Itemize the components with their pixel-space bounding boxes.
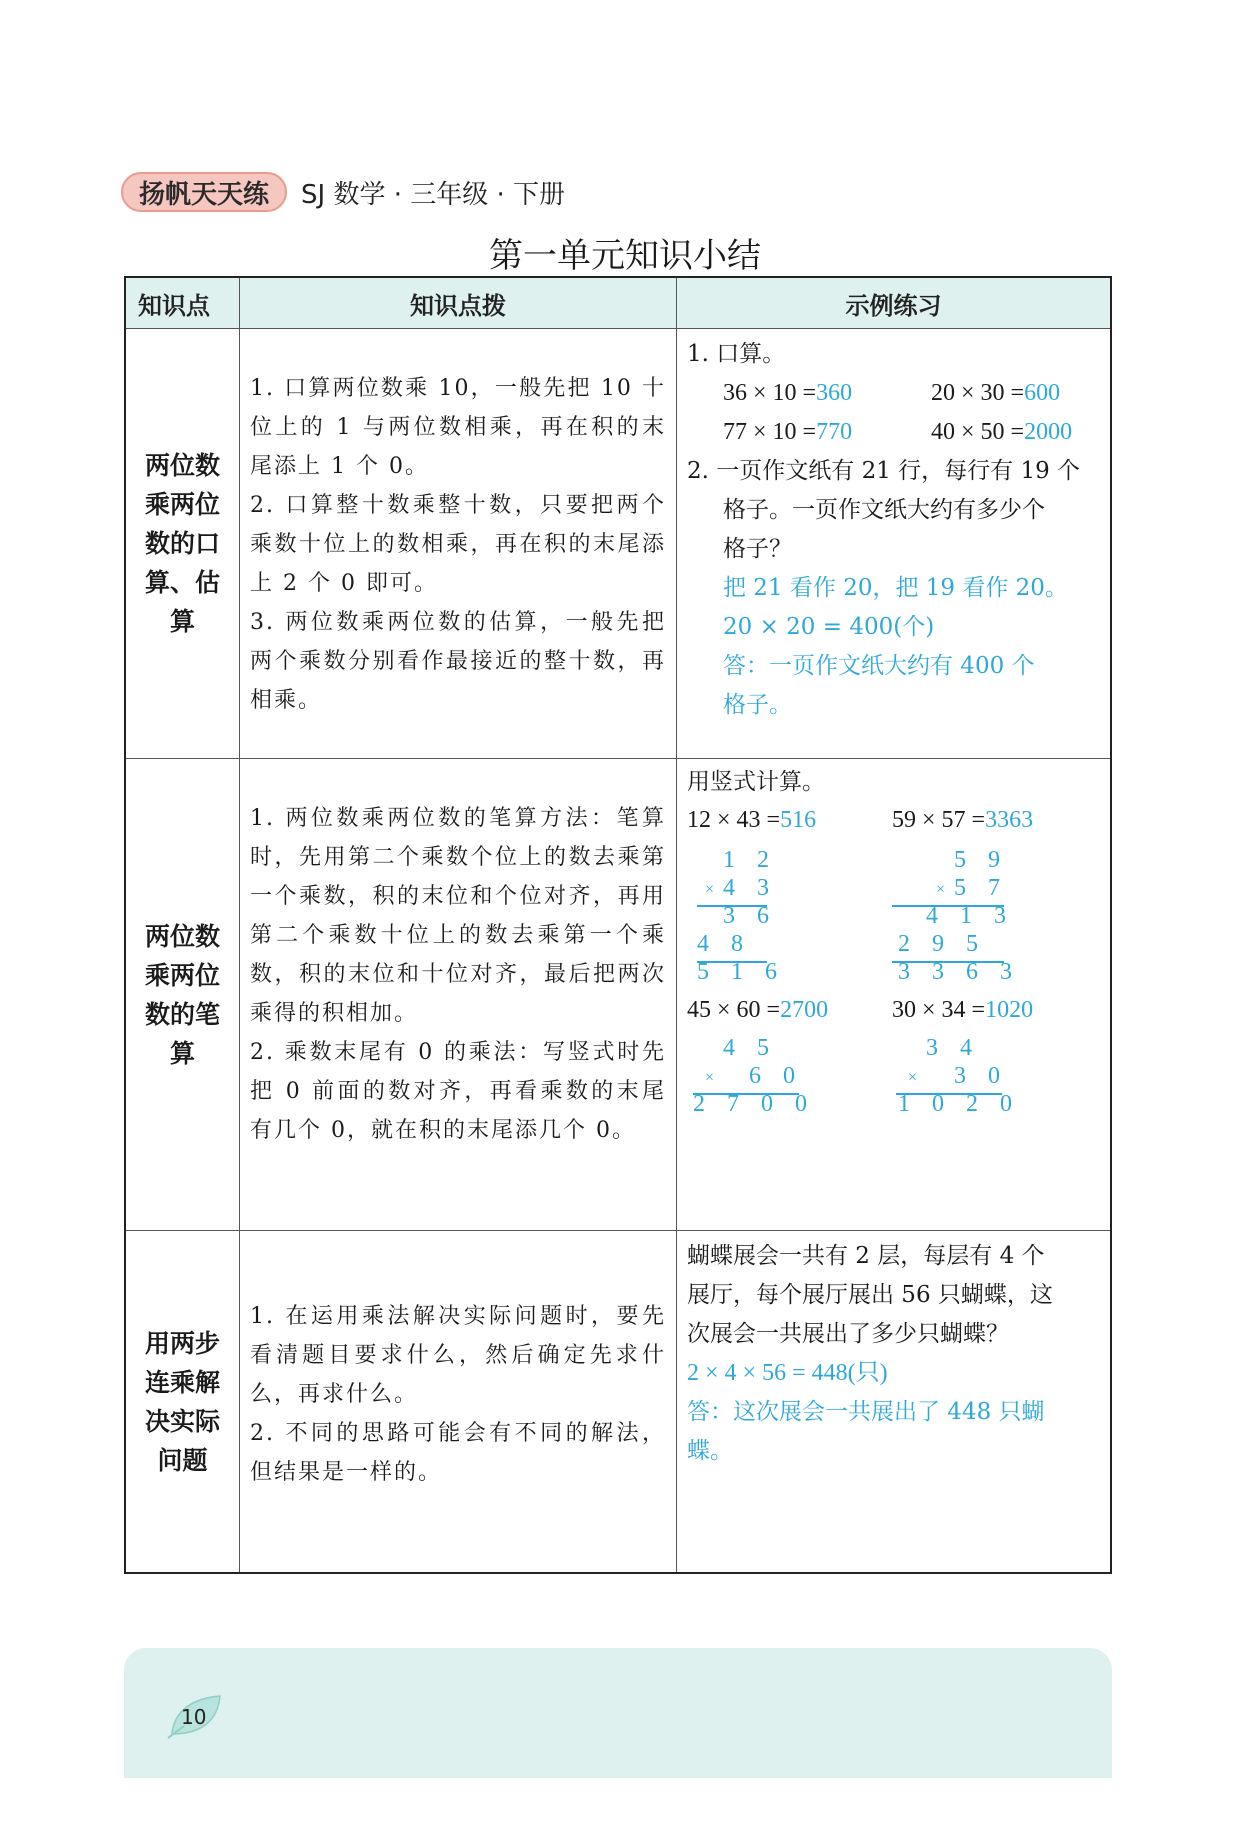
table-row xyxy=(126,759,1110,1231)
vertical-digits: 1 2 xyxy=(723,847,777,873)
tip-text: 1. 两位数乘两位数的笔算方法：笔算时，先用第二个乘数个位上的数去乘第一个乘数，积的末位和个位对齐，再用第二个乘数十位上的数去乘第一个乘数，积的末位和十位对齐，最后把两次乘得的积相加。 xyxy=(250,806,666,1026)
tip-text: 1. 在运用乘法解决实际问题时，要先看清题目要求什么，然后确定先求什么，再求什么。 xyxy=(250,1304,666,1407)
times-sign: × xyxy=(936,881,946,898)
table-row xyxy=(126,1231,1110,1572)
calc-answer: 516 xyxy=(780,807,817,833)
example-cell xyxy=(677,329,1110,758)
page-number: 10 xyxy=(181,1705,207,1729)
calc-answer: 2700 xyxy=(780,997,829,1023)
vertical-calc xyxy=(687,847,785,997)
vertical-digits: 3 3 6 3 xyxy=(898,959,1020,985)
tips-cell xyxy=(240,759,677,1230)
calc-expr: 45 × 60 = xyxy=(687,997,781,1023)
calc-answer: 2000 xyxy=(1024,419,1073,445)
vertical-digits: 1 0 2 0 xyxy=(898,1091,1020,1117)
vertical-digits: 5 9 xyxy=(954,847,1008,873)
answer-text: 答：这次展会一共展出了 448 只蝴 xyxy=(687,1399,1045,1425)
tip-text: 2. 口算整十数乘整十数，只要把两个乘数十位上的数相乘，再在积的末尾添上 2 个 0 即可。 xyxy=(250,493,666,596)
vertical-calc xyxy=(892,847,1020,997)
series-label: SJ 数学 · 三年级 · 下册 xyxy=(301,179,566,210)
vertical-digits: 4 1 3 xyxy=(926,903,1014,929)
answer-text: 20 × 20 = 400(个) xyxy=(723,614,935,640)
question-text: 次展会一共展出了多少只蝴蝶？ xyxy=(687,1321,1009,1347)
vertical-digits: 3 6 xyxy=(723,903,777,929)
calc-expr: 36 × 10 = xyxy=(723,380,817,406)
column-header: 知识点拨 xyxy=(240,278,677,328)
question-text: 格子？ xyxy=(723,536,792,562)
tips-cell xyxy=(240,1231,677,1572)
topic-cell: 两位数乘两位数的笔算 xyxy=(126,759,240,1230)
tips-cell xyxy=(240,329,677,758)
calc-expr: 77 × 10 = xyxy=(723,419,817,445)
question-text: 展厅，每个展厅展出 56 只蝴蝶，这 xyxy=(687,1282,1053,1308)
vertical-digits: 5 7 xyxy=(954,875,1008,901)
column-header: 知识点 xyxy=(126,278,240,328)
tip-text: 1. 口算两位数乘 10，一般先把 10 十位上的 1 与两位数相乘，再在积的末尾添上 1 个 0。 xyxy=(250,376,666,479)
example-cell xyxy=(677,759,1110,1230)
answer-text: 蝶。 xyxy=(687,1438,733,1464)
calc-expr: 30 × 34 = xyxy=(892,997,986,1023)
question-text: 用竖式计算。 xyxy=(687,769,825,795)
tip-text: 3. 两位数乘两位数的估算，一般先把两个乘数分别看作最接近的整十数，再相乘。 xyxy=(250,610,666,713)
answer-text: 把 21 看作 20，把 19 看作 20。 xyxy=(723,575,1068,601)
calc-answer: 360 xyxy=(816,380,853,406)
answer-text: 格子。 xyxy=(723,692,792,718)
page-title: 第一单元知识小结 xyxy=(489,236,761,276)
question-text: 格子。一页作文纸大约有多少个 xyxy=(723,497,1045,523)
footer-band xyxy=(124,1648,1112,1778)
calc-answer: 1020 xyxy=(985,997,1034,1023)
times-sign: × xyxy=(908,1069,918,1086)
calc-expr: 59 × 57 = xyxy=(892,807,986,833)
vertical-digits: 3 0 xyxy=(954,1063,1008,1089)
vertical-calc xyxy=(892,1035,1020,1135)
table-row xyxy=(126,329,1110,759)
times-sign: × xyxy=(705,881,715,898)
vertical-digits: 4 3 xyxy=(723,875,777,901)
summary-table xyxy=(124,276,1112,1574)
example-cell xyxy=(677,1231,1110,1572)
vertical-digits: 3 4 xyxy=(926,1035,980,1061)
page-header xyxy=(121,171,565,213)
question-text: 蝴蝶展会一共有 2 层，每层有 4 个 xyxy=(687,1243,1045,1269)
answer-text: 答：一页作文纸大约有 400 个 xyxy=(723,653,1035,679)
question-text: 2. 一页作文纸有 21 行，每行有 19 个 xyxy=(687,458,1081,484)
vertical-calc xyxy=(687,1035,815,1135)
topic-cell: 用两步连乘解决实际问题 xyxy=(126,1231,240,1572)
question-text: 1. 口算。 xyxy=(687,341,786,367)
answer-text: 2 × 4 × 56 = 448(只) xyxy=(687,1360,888,1386)
calc-answer: 770 xyxy=(816,419,853,445)
times-sign: × xyxy=(705,1069,715,1086)
tip-text: 2. 不同的思路可能会有不同的解法，但结果是一样的。 xyxy=(250,1421,666,1485)
column-header: 示例练习 xyxy=(845,291,942,320)
calc-expr: 20 × 30 = xyxy=(931,380,1025,406)
vertical-digits: 2 7 0 0 xyxy=(693,1091,815,1117)
table-header-row xyxy=(126,278,1110,329)
vertical-digits: 2 9 5 xyxy=(898,931,986,957)
calc-answer: 600 xyxy=(1024,380,1061,406)
topic-cell: 两位数乘两位数的口算、估算 xyxy=(126,329,240,758)
calc-expr: 12 × 43 = xyxy=(687,807,781,833)
brand-badge: 扬帆天天练 xyxy=(121,172,287,212)
vertical-digits: 5 1 6 xyxy=(697,959,785,985)
calc-answer: 3363 xyxy=(985,807,1034,833)
vertical-digits: 4 8 xyxy=(697,931,751,957)
vertical-digits: 4 5 xyxy=(723,1035,777,1061)
calc-expr: 40 × 50 = xyxy=(931,419,1025,445)
vertical-digits: 6 0 xyxy=(749,1063,803,1089)
tip-text: 2. 乘数末尾有 0 的乘法：写竖式时先把 0 前面的数对齐，再看乘数的末尾有几个 0，就在积的末尾添几个 0。 xyxy=(250,1040,666,1143)
